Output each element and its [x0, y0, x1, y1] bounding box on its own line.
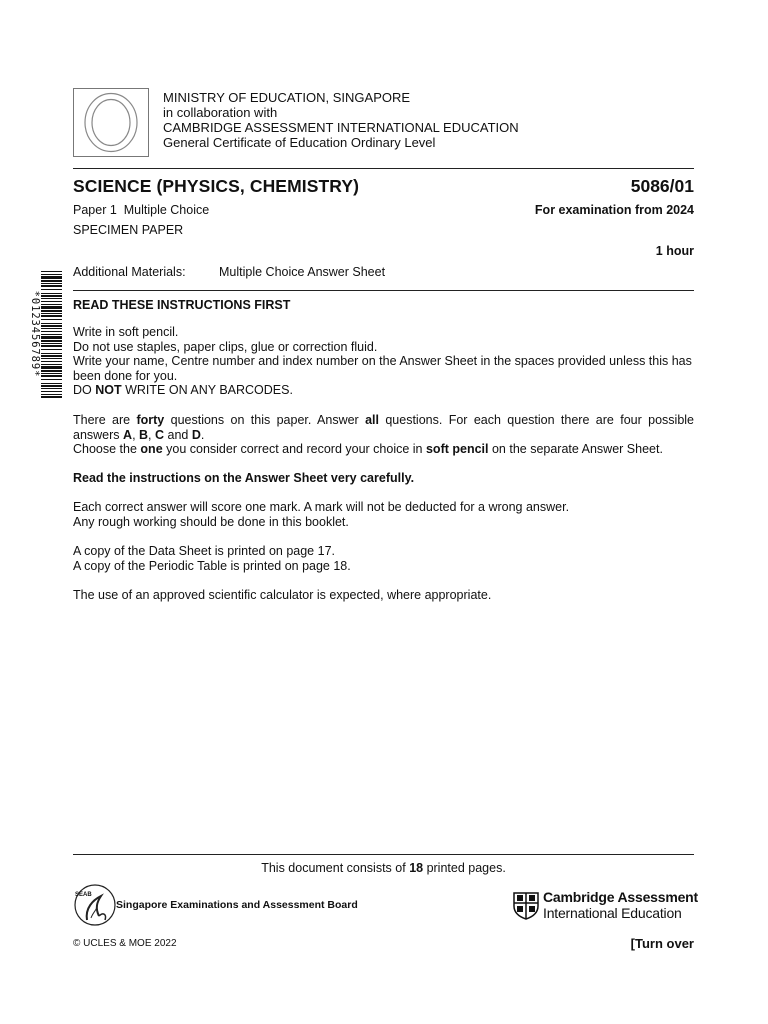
seab-logo: [73, 882, 117, 931]
barcode-bar: [41, 336, 62, 339]
barcode-bar: [41, 331, 62, 332]
cambridge-line: CAMBRIDGE ASSESSMENT INTERNATIONAL EDUCATION: [163, 120, 519, 135]
collaboration-line: in collaboration with: [163, 105, 278, 120]
barcode-bar: [41, 334, 62, 335]
barcode-bar: [41, 385, 62, 387]
o-level-logo: [73, 88, 149, 157]
instructions-heading: READ THESE INSTRUCTIONS FIRST: [73, 298, 291, 312]
barcode-bar: [41, 306, 62, 309]
subject-title: SCIENCE (PHYSICS, CHEMISTRY): [73, 176, 360, 196]
seab-name: Singapore Examinations and Assessment Board: [116, 899, 358, 911]
data-sheet-line: A copy of the Data Sheet is printed on page 17.: [73, 544, 335, 558]
additional-materials-label: Additional Materials:: [73, 265, 186, 279]
barcode-bar: [41, 373, 62, 374]
mark-line: Each correct answer will score one mark. A mark will not be deducted for a wrong answer.: [73, 500, 570, 514]
barcode-bar: [41, 274, 62, 275]
periodic-table-line: A copy of the Periodic Table is printed on page 18.: [73, 558, 351, 573]
barcode-bar: [41, 379, 62, 380]
barcode-bar: [41, 353, 62, 354]
cambridge-line-1: Cambridge Assessment: [543, 889, 698, 905]
barcode-bar: [41, 396, 62, 398]
instructions-divider: [73, 290, 694, 291]
calculator-line: The use of an approved scientific calculator is expected, where appropriate.: [73, 588, 492, 602]
barcode-bar: [41, 319, 62, 320]
questions-count: There are forty questions on this paper. Answer all questions. For each question there are four possible answers A, B, C and D.: [73, 413, 694, 442]
barcode-bar: [41, 394, 62, 395]
barcode-bar: [41, 366, 62, 369]
barcode: [41, 271, 62, 398]
pages-note: This document consists of 18 printed pages.: [261, 861, 506, 875]
barcode-bar: [41, 355, 62, 357]
paper-info: Paper 1 Multiple Choice: [73, 203, 210, 217]
barcode-bar: [41, 304, 62, 305]
barcode-bar: [41, 295, 62, 297]
exam-from: For examination from 2024: [534, 203, 694, 217]
barcode-bar: [41, 313, 62, 314]
read-carefully: Read the instructions on the Answer Sheet very carefully.: [73, 471, 415, 485]
ministry-line: MINISTRY OF EDUCATION, SINGAPORE: [163, 90, 411, 105]
name-instruction: Write your name, Centre number and index number on the Answer Sheet in the spaces provided unless this has been done for you.: [73, 354, 692, 383]
barcode-bar: [41, 310, 62, 312]
marking-info: [73, 500, 694, 529]
barcode-bar: [41, 343, 62, 344]
barcode-bar: [41, 375, 62, 377]
barcode-instruction: DO NOT WRITE ON ANY BARCODES.: [73, 383, 293, 398]
syllabus-code: 5086/01: [630, 176, 694, 196]
barcode-bar: [41, 323, 62, 324]
barcode-bar: [41, 361, 62, 362]
barcode-bar: [41, 271, 62, 272]
rough-work-line: Any rough working should be done in this booklet.: [73, 514, 349, 529]
barcode-text: *0123456789*: [29, 290, 41, 378]
barcode-bar: [41, 349, 62, 350]
staples-instruction: Do not use staples, paper clips, glue or correction fluid.: [73, 339, 378, 354]
barcode-digits: [27, 271, 41, 400]
barcode-bar: [41, 280, 62, 282]
barcode-bar: [41, 345, 62, 347]
seab-logo-text: SEAB: [75, 892, 92, 898]
barcode-bar: [41, 325, 62, 327]
barcode-bar: [41, 383, 62, 384]
choose-instruction: Choose the one you consider correct and record your choice in soft pencil on the separate Answer Sheet.: [73, 442, 663, 457]
pencil-instruction: Write in soft pencil.: [73, 325, 179, 339]
cambridge-shield-icon: [513, 892, 539, 923]
barcode-bar: [41, 301, 62, 302]
barcode-bar: [41, 340, 62, 342]
reference-pages: [73, 544, 694, 573]
barcode-bar: [41, 315, 62, 317]
barcode-bar: [41, 285, 62, 287]
certificate-line: General Certificate of Education Ordinary Level: [163, 135, 436, 150]
duration: 1 hour: [655, 244, 694, 258]
barcode-bar: [41, 364, 62, 365]
barcode-bar: [41, 388, 62, 389]
cambridge-line-2: International Education: [543, 905, 682, 921]
turn-over: [Turn over: [630, 936, 694, 951]
instructions-questions: [73, 413, 694, 457]
footer-divider: [73, 854, 694, 855]
barcode-bar: [41, 283, 62, 284]
instructions-general: [73, 325, 694, 398]
additional-materials-value: Multiple Choice Answer Sheet: [219, 265, 386, 279]
copyright: © UCLES & MOE 2022: [73, 938, 177, 949]
cambridge-logo-text: [543, 889, 698, 921]
barcode-bar: [41, 391, 62, 392]
barcode-bar: [41, 276, 62, 279]
barcode-bar: [41, 370, 62, 372]
ministry-header: [163, 90, 519, 150]
barcode-bar: [41, 298, 62, 299]
header-divider: [73, 168, 694, 169]
barcode-bar: [41, 328, 62, 329]
specimen-label: SPECIMEN PAPER: [73, 223, 184, 237]
barcode-bar: [41, 293, 62, 294]
barcode-bar: [41, 289, 62, 290]
barcode-bar: [41, 358, 62, 359]
